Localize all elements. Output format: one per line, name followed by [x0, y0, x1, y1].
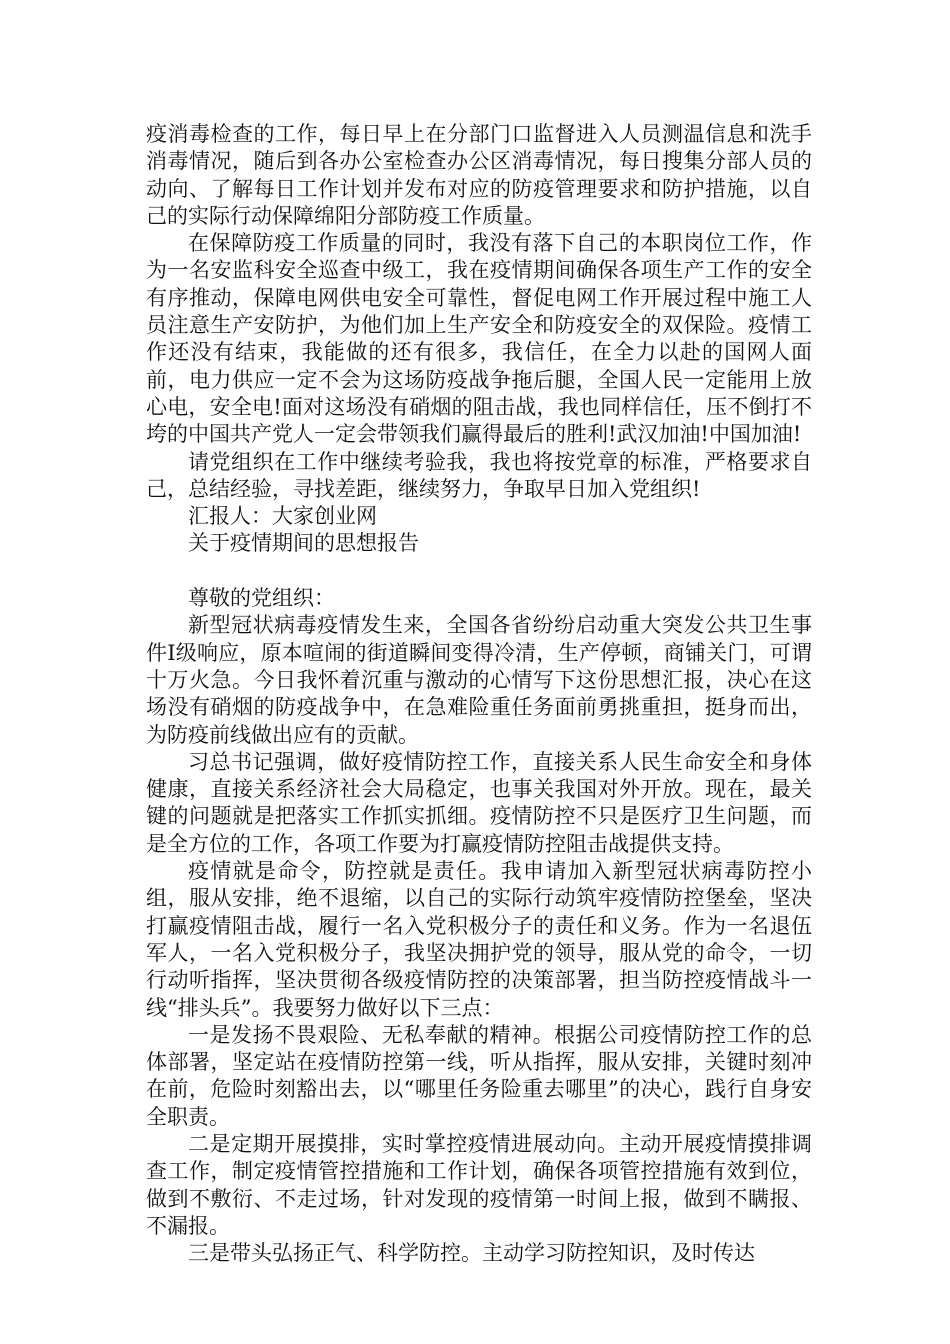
paragraph-point-three: 三是带头弘扬正气、科学防控。主动学习防控知识，及时传达	[188, 1241, 755, 1266]
blank-line	[146, 558, 812, 585]
report-title: 关于疫情期间的思想报告	[188, 531, 419, 556]
salutation: 尊敬的党组织：	[188, 586, 335, 611]
paragraph-continuation: 疫消毒检查的工作，每日早上在分部门口监督进入人员测温信息和洗手消毒情况，随后到各办公室检查办公区消毒情况，每日搜集分部人员的动向、了解每日工作计划并发布对应的防疫管理要求和防护措施，以自己的实际行动保障绵阳分部防疫工作质量。	[146, 122, 812, 228]
paragraph-point-two: 二是定期开展摸排，实时掌控疫情进展动向。主动开展疫情摸排调查工作，制定疫情管控措施和工作计划，确保各项管控措施有效到位，做到不敷衍、不走过场，针对发现的疫情第一时间上报，做到不瞒报、不漏报。	[146, 1131, 812, 1238]
paragraph-point-one: 一是发扬不畏艰险、无私奉献的精神。根据公司疫情防控工作的总体部署，坚定站在疫情防控第一线，听从指挥，服从安排，关键时刻冲在前，危险时刻豁出去，以“哪里任务险重去哪里”的决心，践行自身安全职责。	[146, 1022, 812, 1129]
paragraph-xi-quote: 习总书记强调，做好疫情防控工作，直接关系人民生命安全和身体健康，直接关系经济社会大局稳定，也事关我国对外开放。现在，最关键的问题就是把落实工作抓实抓细。疫情防控不只是医疗卫生问题，而是全方位的工作，各项工作要为打赢疫情防控阻击战提供支持。	[146, 749, 812, 856]
paragraph-work-duty: 在保障防疫工作质量的同时，我没有落下自己的本职岗位工作，作为一名安监科安全巡查中级工，我在疫情期间确保各项生产工作的安全有序推动，保障电网供电安全可靠性，督促电网工作开展过程中施工人员注意生产安防护，为他们加上生产安全和防疫安全的双保险。疫情工作还没有结束，我能做的还有很多，我信任，在全力以赴的国网人面前，电力供应一定不会为这场防疫战争拖后腿，全国人民一定能用上放心电，安全电!面对这场没有硝烟的阻击战，我也同样信任，压不倒打不垮的中国共产党人一定会带领我们赢得最后的胜利!武汉加油!中国加油!	[146, 231, 812, 447]
paragraph-command: 疫情就是命令，防控就是责任。我申请加入新型冠状病毒防控小组，服从安排，绝不退缩，以自己的实际行动筑牢疫情防控堡垒，坚决打赢疫情阻击战，履行一名入党积极分子的责任和义务。作为一名退伍军人，一名入党积极分子，我坚决拥护党的领导，服从党的命令，一切行动听指挥，坚决贯彻各级疫情防控的决策部署，担当防控疫情战斗一线“排头兵”。我要努力做好以下三点：	[146, 859, 812, 1020]
paragraph-request: 请党组织在工作中继续考验我，我也将按党章的标准，严格要求自己，总结经验，寻找差距，继续努力，争取早日加入党组织!	[146, 449, 812, 501]
document-body	[146, 121, 812, 1267]
reporter-line: 汇报人：大家创业网	[188, 504, 377, 529]
paragraph-intro: 新型冠状病毒疫情发生来，全国各省纷纷启动重大突发公共卫生事件Ⅰ级响应，原本喧闹的街道瞬间变得冷清，生产停顿，商铺关门，可谓十万火急。今日我怀着沉重与激动的心情写下这份思想汇报，决心在这场没有硝烟的防疫战争中，在急难险重任务面前勇挑重担，挺身而出，为防疫前线做出应有的贡献。	[146, 613, 812, 747]
